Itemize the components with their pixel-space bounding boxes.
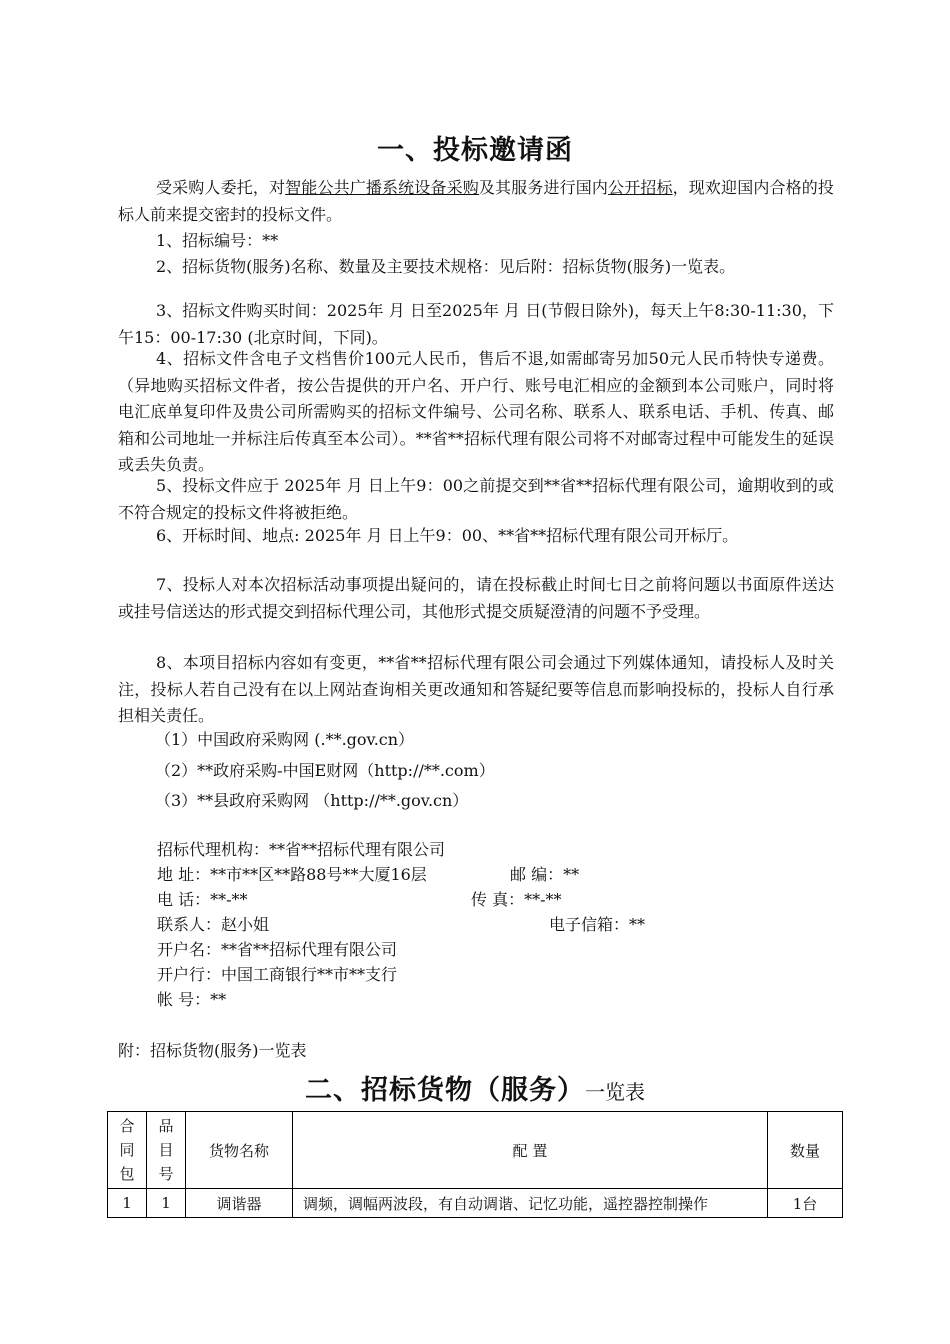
agency-fax: 传 真：**-**: [471, 890, 562, 909]
goods-table: [107, 1111, 843, 1218]
section-title: [0, 1068, 950, 1107]
header-name: 货物名称: [186, 1112, 293, 1189]
item-5: 5、投标文件应于 2025年 月 日上午9：00之前提交到**省**招标代理有限公司，逾期收到的或不符合规定的投标文件将被拒绝。: [118, 476, 834, 522]
header-package-char: 同: [119, 1141, 135, 1159]
intro-pre: 受采购人委托，对: [156, 178, 286, 197]
page-title: 一、投标邀请函: [377, 135, 573, 166]
agency-email: 电子信箱：**: [549, 915, 646, 934]
agency-address: 地 址：**市**区**路88号**大厦16层: [157, 865, 427, 884]
header-package-char: 包: [119, 1165, 135, 1183]
header-item-char: 品: [158, 1117, 174, 1135]
header-qty: 数量: [768, 1112, 843, 1189]
item-6: 6、开标时间、地点: 2025年 月 日上午9：00、**省**招标代理有限公司开标厅。: [156, 526, 739, 545]
item-8: 8、本项目招标内容如有变更，**省**招标代理有限公司会通过下列媒体通知，请投标人及时关注，投标人若自己没有在以上网站查询相关更改通知和答疑纪要等信息而影响投标的，投标人自行承担相关责任。: [118, 653, 834, 725]
item-1: 1、招标编号：**: [156, 231, 279, 250]
agency-account-no: 帐 号：**: [157, 990, 227, 1009]
intro-paragraph: [118, 175, 834, 228]
item-2: 2、招标货物(服务)名称、数量及主要技术规格：见后附：招标货物(服务)一览表。: [156, 257, 736, 276]
header-package-char: 合: [119, 1117, 135, 1135]
agency-bank: 开户行：中国工商银行**市**支行: [157, 965, 398, 984]
header-item-char: 目: [158, 1141, 174, 1159]
header-package: [108, 1112, 147, 1189]
cell-item: 1: [147, 1189, 186, 1218]
intro-mid: 及其服务进行国内: [478, 178, 609, 197]
header-item-char: 号: [158, 1165, 174, 1183]
agency-contact: 联系人：赵小姐: [157, 915, 270, 934]
agency-account-name: 开户名：**省**招标代理有限公司: [157, 940, 398, 959]
intro-post: ，现欢迎国内合格的投标人前来提交密封的投标文件。: [118, 178, 834, 224]
agency-name: 招标代理机构：**省**招标代理有限公司: [157, 840, 446, 859]
cell-package: 1: [108, 1189, 147, 1218]
item-7: 7、投标人对本次招标活动事项提出疑问的，请在投标截止时间七日之前将问题以书面原件送达或挂号信送达的形式提交到招标代理公司，其他形式提交质疑澄清的问题不予受理。: [118, 575, 834, 621]
project-name: 智能公共广播系统设备采购: [285, 178, 479, 197]
item-4: 4、招标文件含电子文档售价100元人民币，售后不退,如需邮寄另加50元人民币特快专递费。（异地购买招标文件者，按公告提供的开户名、开户行、账号电汇相应的金额到本公司账户，同时将电汇底单复印件及贵公司所需购买的招标文件编号、公司名称、联系人、联系电话、手机、传真、邮箱和公司地址一并标注后传真至本公司）。**省**招标代理有限公司将不对邮寄过程中可能发生的延误或丢失负责。: [118, 349, 834, 474]
agency-postcode: 邮 编：**: [510, 865, 580, 884]
item-3: 3、招标文件购买时间：2025年 月 日至2025年 月 日(节假日除外)，每天上午8:30-11:30，下午15：00-17:30 (北京时间，下同)。: [118, 301, 834, 347]
agency-phone: 电 话：**-**: [157, 890, 248, 909]
table-row: [108, 1189, 843, 1218]
media-link-1: （1）中国政府采购网 (.**.gov.cn）: [155, 730, 415, 749]
table-header-row: [108, 1112, 843, 1189]
header-config: 配 置: [293, 1112, 768, 1189]
section-title-main: 二、招标货物（服务）: [305, 1075, 585, 1106]
media-link-2: （2）**政府采购-中国E财网（http://**.com）: [155, 761, 495, 780]
media-link-3: （3）**县政府采购网 （http://**.gov.cn）: [155, 791, 469, 810]
cell-name: 调谐器: [186, 1189, 293, 1218]
header-item: [147, 1112, 186, 1189]
attachment-note: 附：招标货物(服务)一览表: [118, 1041, 307, 1060]
cell-qty: 1台: [768, 1189, 843, 1218]
cell-config: 调频，调幅两波段，有自动调谐、记忆功能，遥控器控制操作: [293, 1189, 768, 1218]
section-title-suffix: 一览表: [585, 1080, 645, 1104]
procurement-method: 公开招标: [608, 178, 673, 197]
